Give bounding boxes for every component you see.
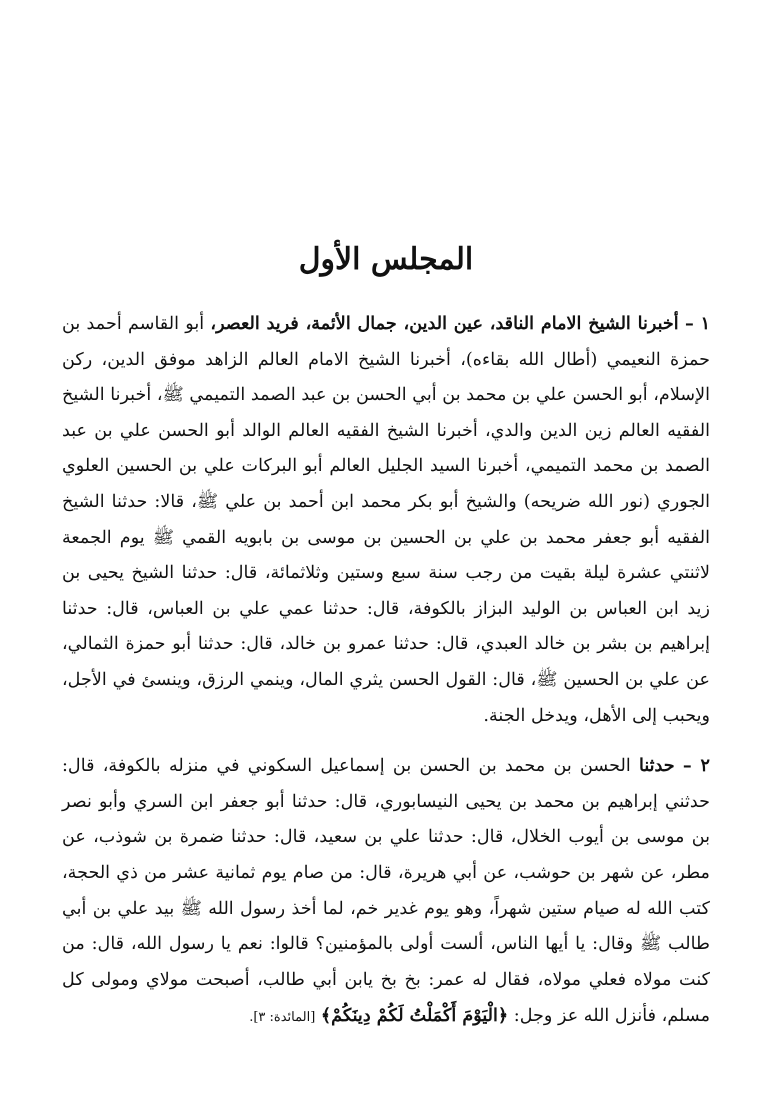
page-title: المجلس الأول xyxy=(298,242,474,277)
document-page xyxy=(62,240,710,1036)
hadith-1-text: أبو القاسم أحمد بن حمزة النعيمي (أطال الله بقاءه)، أخبرنا الشيخ الامام العالم الزاهد موفق الدين، ركن الإسلام، أبو الحسن علي بن محمد بن أبي الحسن بن عبد الصمد التميمي ﷺ، أخبرنا الشيخ الفقيه العالم زين الدين والدي، أخبرنا الشيخ الفقيه العالم الوالد أبو الحسن علي بن عبد الصمد بن محمد التميمي، أخبرنا السيد الجليل العالم أبو البركات علي بن الحسين العلوي الجوري (نور الله ضريحه) والشيخ أبو بكر محمد ابن أحمد بن علي ﷺ، قالا: حدثنا الشيخ الفقيه أبو جعفر محمد بن علي بن الحسين بن موسى بن بابويه القمي ﷺ يوم الجمعة لاثنتي عشرة ليلة بقيت من رجب سنة سبع وستين وثلاثمائة، قال: حدثنا الشيخ يحيى بن زيد ابن العباس بن الوليد البزاز بالكوفة، قال: حدثنا عمي علي بن العباس، قال: حدثنا إبراهيم بن بشر بن خالد العبدي، قال: حدثنا عمرو بن خالد، قال: حدثنا أبو حمزة الثمالي، عن علي بن الحسين ﷺ، قال: القول الحسن يثري المال، وينمي الرزق، وينسئ في الأجل، ويحبب إلى الأهل، ويدخل الجنة. xyxy=(62,314,710,726)
hadith-2-paragraph xyxy=(62,748,710,1036)
hadith-2-text: الحسن بن محمد بن الحسن بن إسماعيل السكوني في منزله بالكوفة، قال: حدثني إبراهيم بن محمد بن يحيى النيسابوري، قال: حدثنا أبو جعفر ابن السري وأبو نصر بن موسى بن أيوب الخلال، قال: حدثنا علي بن سعيد، قال: حدثنا ضمرة بن شوذب، عن مطر، عن شهر بن حوشب، عن أبي هريرة، قال: من صام يوم ثمانية عشر من ذي الحجة، كتب الله له صيام ستين شهراً، وهو يوم غدير خم، لما أخذ رسول الله ﷺ بيد علي بن أبي طالب ﷺ وقال: يا أيها الناس، ألست أولى بالمؤمنين؟ قالوا: نعم يا رسول الله، قال: من كنت مولاه فعلي مولاه، فقال له عمر: بخ بخ يابن أبي طالب، أصبحت مولاي ومولى كل مسلم، فأنزل الله عز وجل: xyxy=(62,756,710,1027)
hadith-1-number: ١ – xyxy=(684,313,711,334)
hadith-2-lead: حدثنا xyxy=(638,755,675,777)
quran-verse: ﴿الْيَوْمَ أَكْمَلْتُ لَكُمْ دِينَكُمْ﴾ xyxy=(320,1005,509,1027)
quran-reference: [المائدة: ٣]. xyxy=(249,1010,316,1026)
hadith-1-paragraph xyxy=(62,306,710,734)
hadith-1-lead: أخبرنا الشيخ الامام الناقد، عين الدين، جمال الأئمة، فريد العصر، xyxy=(210,313,679,334)
hadith-2-number: ٢ – xyxy=(682,755,710,777)
